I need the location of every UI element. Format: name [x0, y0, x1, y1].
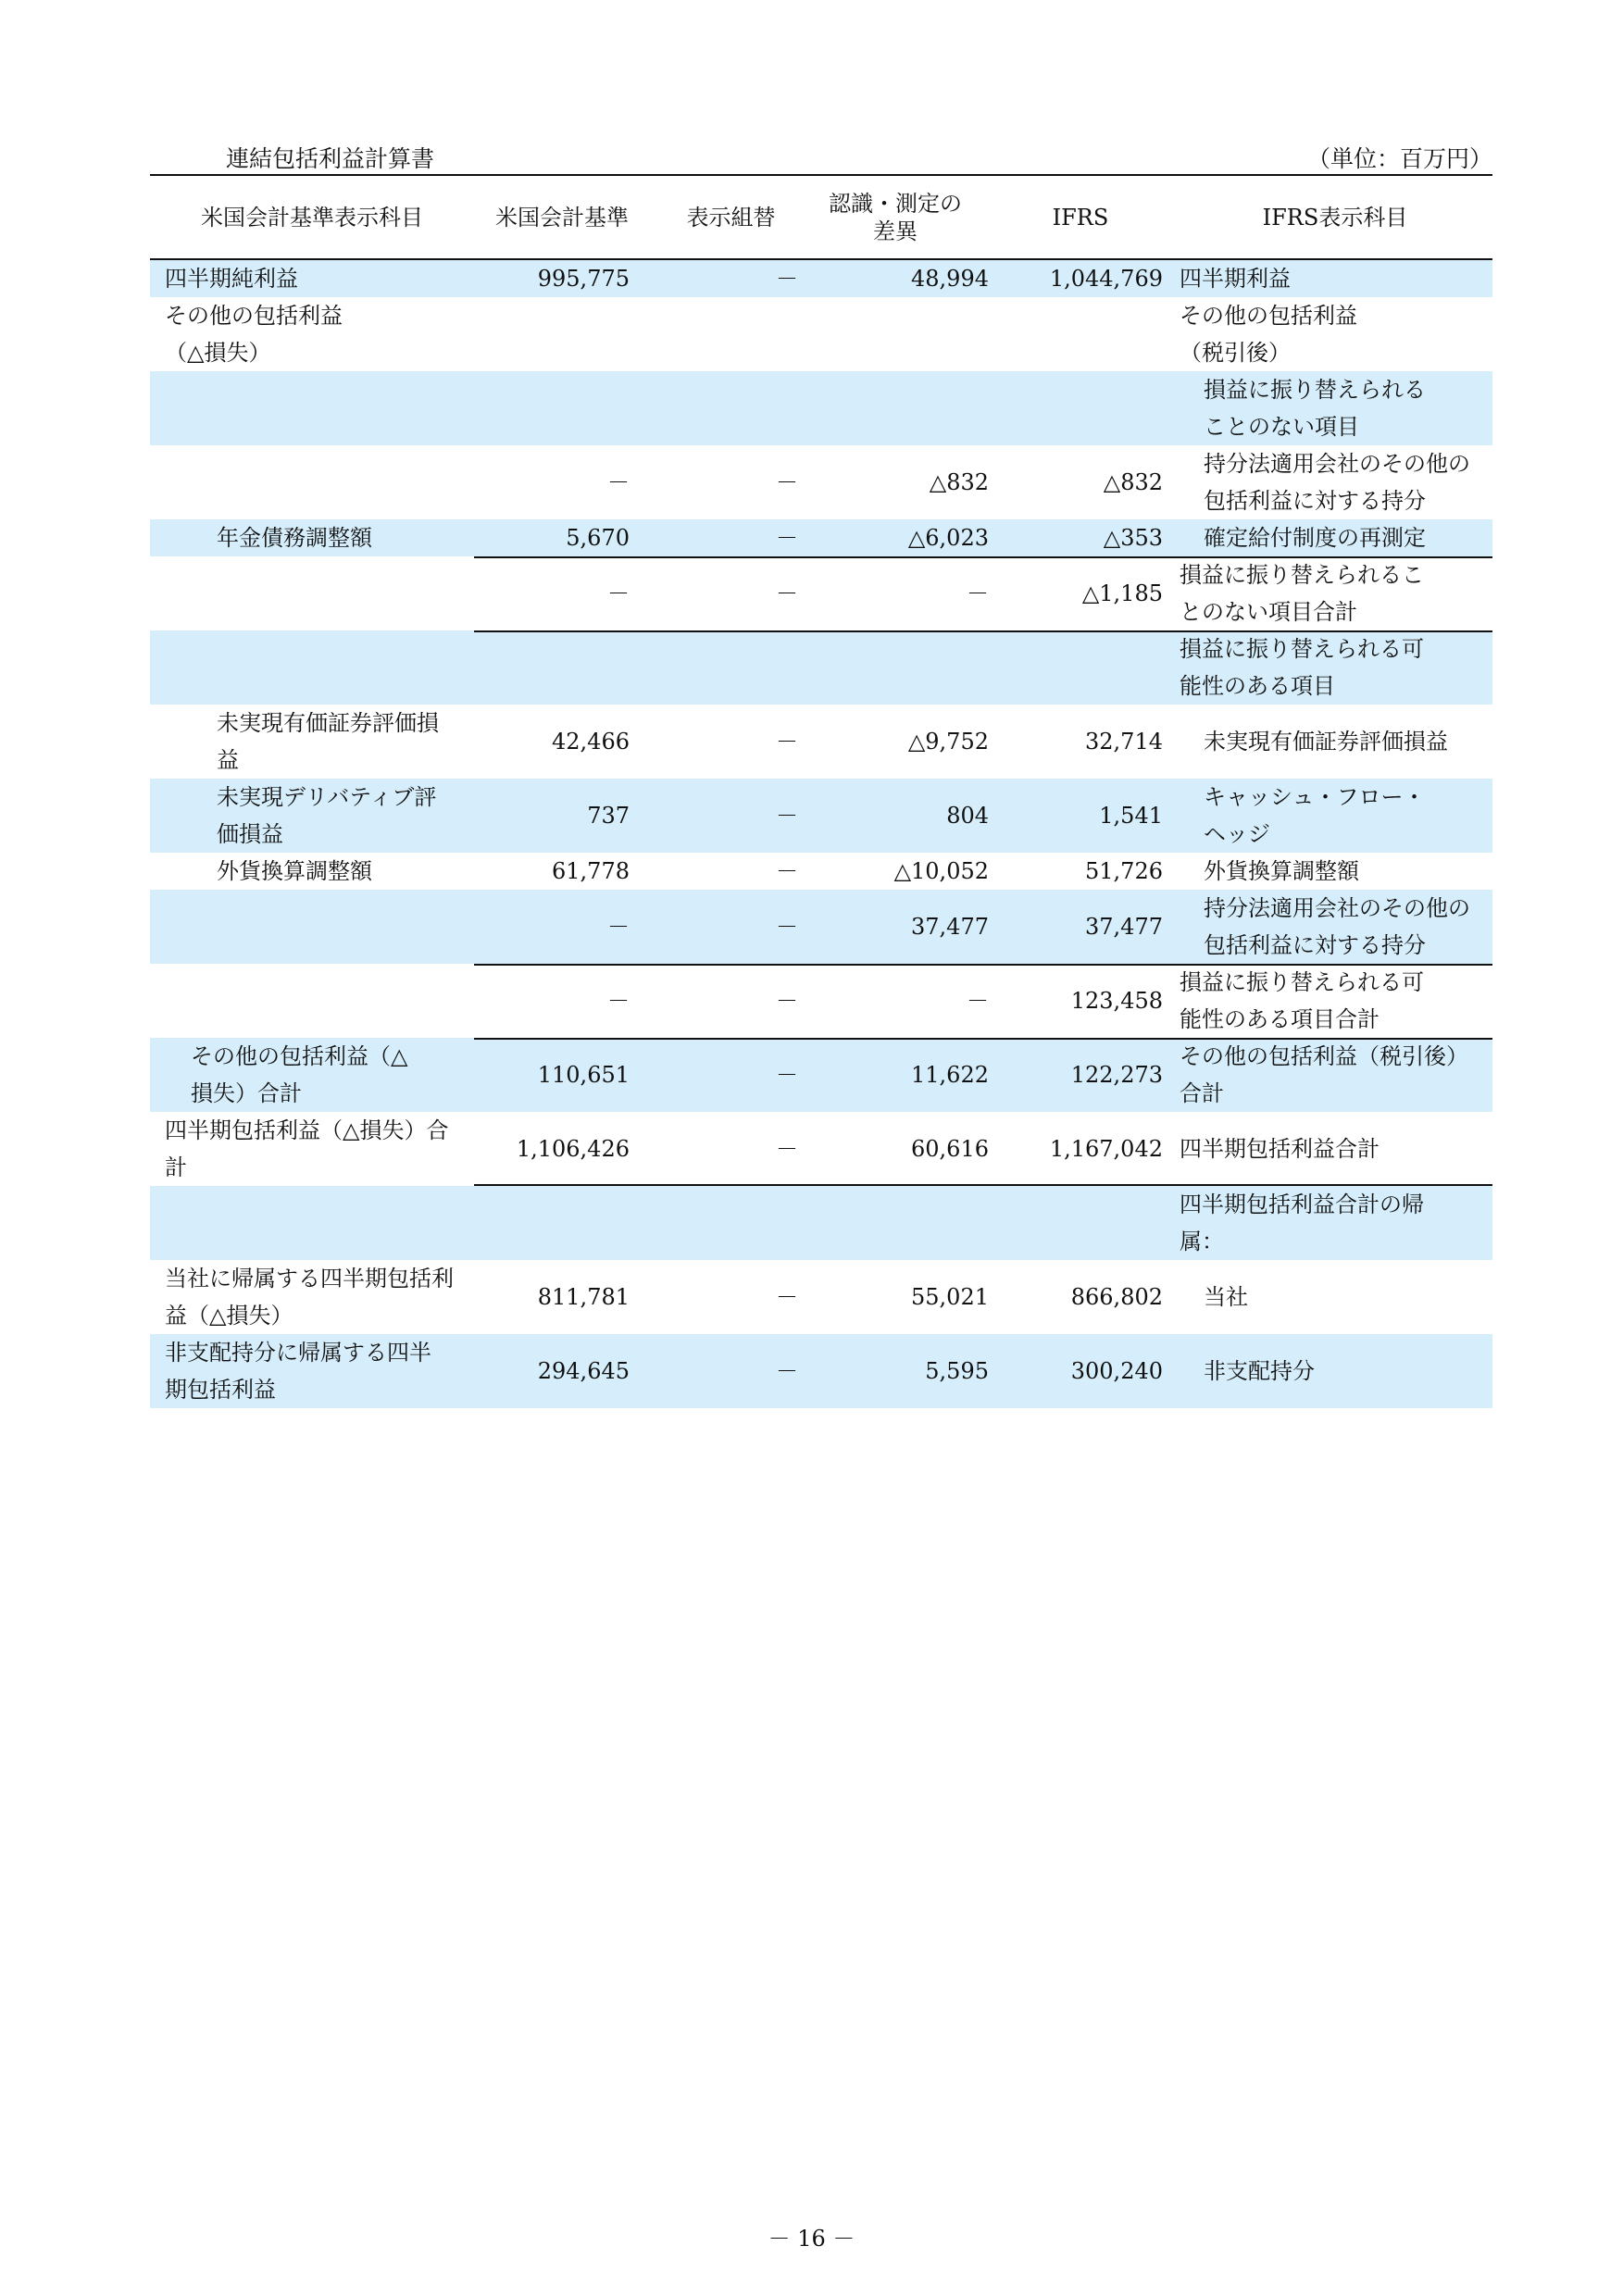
us-gaap-value — [474, 630, 630, 705]
recognition-diff-value: 60,616 — [911, 1136, 989, 1162]
ifrs-item-label: 当社 — [1204, 1284, 1248, 1310]
recognition-diff-value: － — [967, 988, 989, 1014]
recognition-diff-value: 804 — [946, 803, 989, 829]
us-item-label: 非支配持分に帰属する四半期包括利益 — [165, 1340, 431, 1403]
table-row — [150, 1334, 1492, 1408]
recognition-diff-value — [817, 1186, 989, 1260]
us-gaap-value: － — [607, 988, 630, 1014]
ifrs-value: 866,802 — [1070, 1284, 1163, 1310]
table-row — [150, 779, 1492, 853]
us-gaap-value — [474, 371, 630, 445]
table-row — [150, 1260, 1492, 1334]
ifrs-item-label: キャッシュ・フロー・ヘッジ — [1204, 784, 1426, 847]
reclass-value — [650, 371, 798, 445]
us-item-label: 四半期包括利益（△損失）合計 — [165, 1117, 449, 1180]
ifrs-item-label: 損益に振り替えられる可能性のある項目 — [1180, 636, 1424, 699]
ifrs-item-label: 外貨換算調整額 — [1204, 858, 1359, 884]
table-row — [150, 630, 1492, 705]
recognition-diff-value: 37,477 — [911, 914, 989, 940]
recognition-diff-value — [817, 371, 989, 445]
reclass-value: － — [776, 1284, 798, 1310]
us-item-label: 外貨換算調整額 — [217, 858, 372, 884]
us-gaap-value: － — [607, 580, 630, 606]
table-header — [150, 176, 1492, 258]
us-gaap-value — [474, 1186, 630, 1260]
us-item-label — [165, 445, 470, 519]
us-gaap-value: 5,670 — [566, 525, 630, 551]
header-us-item: 米国会計基準表示科目 — [201, 204, 423, 231]
ifrs-item-label: その他の包括利益（税引後）合計 — [1180, 1043, 1457, 1106]
page-number: － 16 － — [768, 2226, 855, 2252]
ifrs-value: △1,185 — [1081, 580, 1163, 606]
reclass-value: － — [776, 1062, 798, 1088]
unit-label: （単位：百万円） — [1306, 145, 1492, 172]
ifrs-value: 122,273 — [1070, 1062, 1163, 1088]
ifrs-item-label: 損益に振り替えられることのない項目 — [1204, 377, 1426, 440]
recognition-diff-value: － — [967, 580, 989, 606]
recognition-diff-value — [817, 630, 989, 705]
us-gaap-value: 811,781 — [537, 1284, 630, 1310]
recognition-diff-value: △832 — [929, 469, 989, 495]
us-item-label: 当社に帰属する四半期包括利益（△損失） — [165, 1266, 454, 1329]
statement-title-row — [150, 137, 1492, 174]
us-item-label: その他の包括利益（△損失） — [165, 303, 343, 366]
reclass-value: － — [776, 729, 798, 755]
table-row — [150, 445, 1492, 519]
reclass-value: － — [776, 525, 798, 551]
ifrs-item-label: 損益に振り替えられることのない項目合計 — [1180, 562, 1424, 625]
reconciliation-table — [150, 260, 1492, 1408]
recognition-diff-value: 55,021 — [911, 1284, 989, 1310]
recognition-diff-value: 5,595 — [925, 1358, 989, 1384]
table-row — [150, 890, 1492, 964]
ifrs-item-label: 四半期包括利益合計の帰属： — [1180, 1192, 1424, 1254]
us-item-label: 四半期純利益 — [165, 266, 298, 292]
ifrs-item-label: 非支配持分 — [1204, 1358, 1315, 1384]
table-row — [150, 1038, 1492, 1112]
table-row — [150, 964, 1492, 1038]
us-item-label — [165, 556, 470, 630]
ifrs-value: △353 — [1103, 525, 1163, 551]
reclass-value: － — [776, 1136, 798, 1162]
us-item-label — [165, 890, 470, 964]
us-gaap-value: 995,775 — [537, 266, 630, 292]
us-gaap-value: － — [607, 914, 630, 940]
recognition-diff-value: △10,052 — [893, 858, 989, 884]
header-ifrs: IFRS — [1052, 204, 1109, 231]
ifrs-value: 300,240 — [1070, 1358, 1163, 1384]
ifrs-item-label: 四半期包括利益合計 — [1180, 1136, 1380, 1162]
header-us-gaap: 米国会計基準 — [495, 204, 629, 231]
table-row — [150, 260, 1492, 297]
ifrs-value: 51,726 — [1085, 858, 1163, 884]
us-item-label — [165, 1186, 470, 1260]
us-item-label: 未実現有価証券評価損益 — [217, 710, 439, 773]
recognition-diff-value: 11,622 — [911, 1062, 989, 1088]
ifrs-item-label: 確定給付制度の再測定 — [1204, 525, 1426, 551]
table-row — [150, 853, 1492, 890]
table-row — [150, 705, 1492, 779]
us-gaap-value: 42,466 — [552, 729, 630, 755]
us-gaap-value: 1,106,426 — [516, 1136, 630, 1162]
recognition-diff-value — [817, 297, 989, 371]
ifrs-value: 1,044,769 — [1049, 266, 1163, 292]
recognition-diff-value: △9,752 — [907, 729, 989, 755]
ifrs-value: 32,714 — [1085, 729, 1163, 755]
recognition-diff-value: 48,994 — [911, 266, 989, 292]
us-item-label — [165, 371, 470, 445]
table-row — [150, 556, 1492, 630]
reclass-value: － — [776, 266, 798, 292]
table-row — [150, 519, 1492, 556]
header-ifrs-item: IFRS表示科目 — [1262, 204, 1408, 231]
us-gaap-value: 61,778 — [552, 858, 630, 884]
us-gaap-value: 294,645 — [537, 1358, 630, 1384]
us-item-label: その他の包括利益（△損失）合計 — [191, 1043, 408, 1106]
us-gaap-value: 110,651 — [537, 1062, 630, 1088]
ifrs-value — [1002, 1186, 1163, 1260]
ifrs-value: 37,477 — [1085, 914, 1163, 940]
reclass-value — [650, 297, 798, 371]
reclass-value: － — [776, 1358, 798, 1384]
reclass-value: － — [776, 803, 798, 829]
us-item-label: 未実現デリバティブ評価損益 — [217, 784, 437, 847]
us-item-label — [165, 630, 470, 705]
ifrs-value — [1002, 630, 1163, 705]
us-gaap-value: 737 — [587, 803, 630, 829]
ifrs-value: 1,541 — [1099, 803, 1163, 829]
ifrs-value — [1002, 371, 1163, 445]
header-recognition: 認識・測定の差異 — [829, 190, 962, 244]
ifrs-item-label: 持分法適用会社のその他の包括利益に対する持分 — [1204, 895, 1470, 958]
ifrs-value: △832 — [1103, 469, 1163, 495]
reclass-value: － — [776, 580, 798, 606]
reclass-value: － — [776, 469, 798, 495]
us-item-label: 年金債務調整額 — [217, 525, 372, 551]
statement-title: 連結包括利益計算書 — [226, 145, 435, 172]
ifrs-item-label: 持分法適用会社のその他の包括利益に対する持分 — [1204, 451, 1470, 514]
header-reclass: 表示組替 — [686, 204, 776, 231]
table-row — [150, 1112, 1492, 1186]
us-gaap-value: － — [607, 469, 630, 495]
ifrs-item-label: 損益に振り替えられる可能性のある項目合計 — [1180, 969, 1424, 1032]
reclass-value: － — [776, 914, 798, 940]
ifrs-item-label: その他の包括利益（税引後） — [1180, 303, 1357, 366]
us-item-label — [165, 964, 470, 1038]
table-row — [150, 297, 1492, 371]
ifrs-item-label: 四半期利益 — [1180, 266, 1291, 292]
reclass-value: － — [776, 858, 798, 884]
table-row — [150, 1186, 1492, 1260]
us-gaap-value — [474, 297, 630, 371]
recognition-diff-value: △6,023 — [907, 525, 989, 551]
ifrs-value — [1002, 297, 1163, 371]
reclass-value — [650, 1186, 798, 1260]
reclass-value: － — [776, 988, 798, 1014]
ifrs-value: 123,458 — [1070, 988, 1163, 1014]
ifrs-item-label: 未実現有価証券評価損益 — [1204, 729, 1448, 755]
table-row — [150, 371, 1492, 445]
reclass-value — [650, 630, 798, 705]
ifrs-value: 1,167,042 — [1049, 1136, 1163, 1162]
